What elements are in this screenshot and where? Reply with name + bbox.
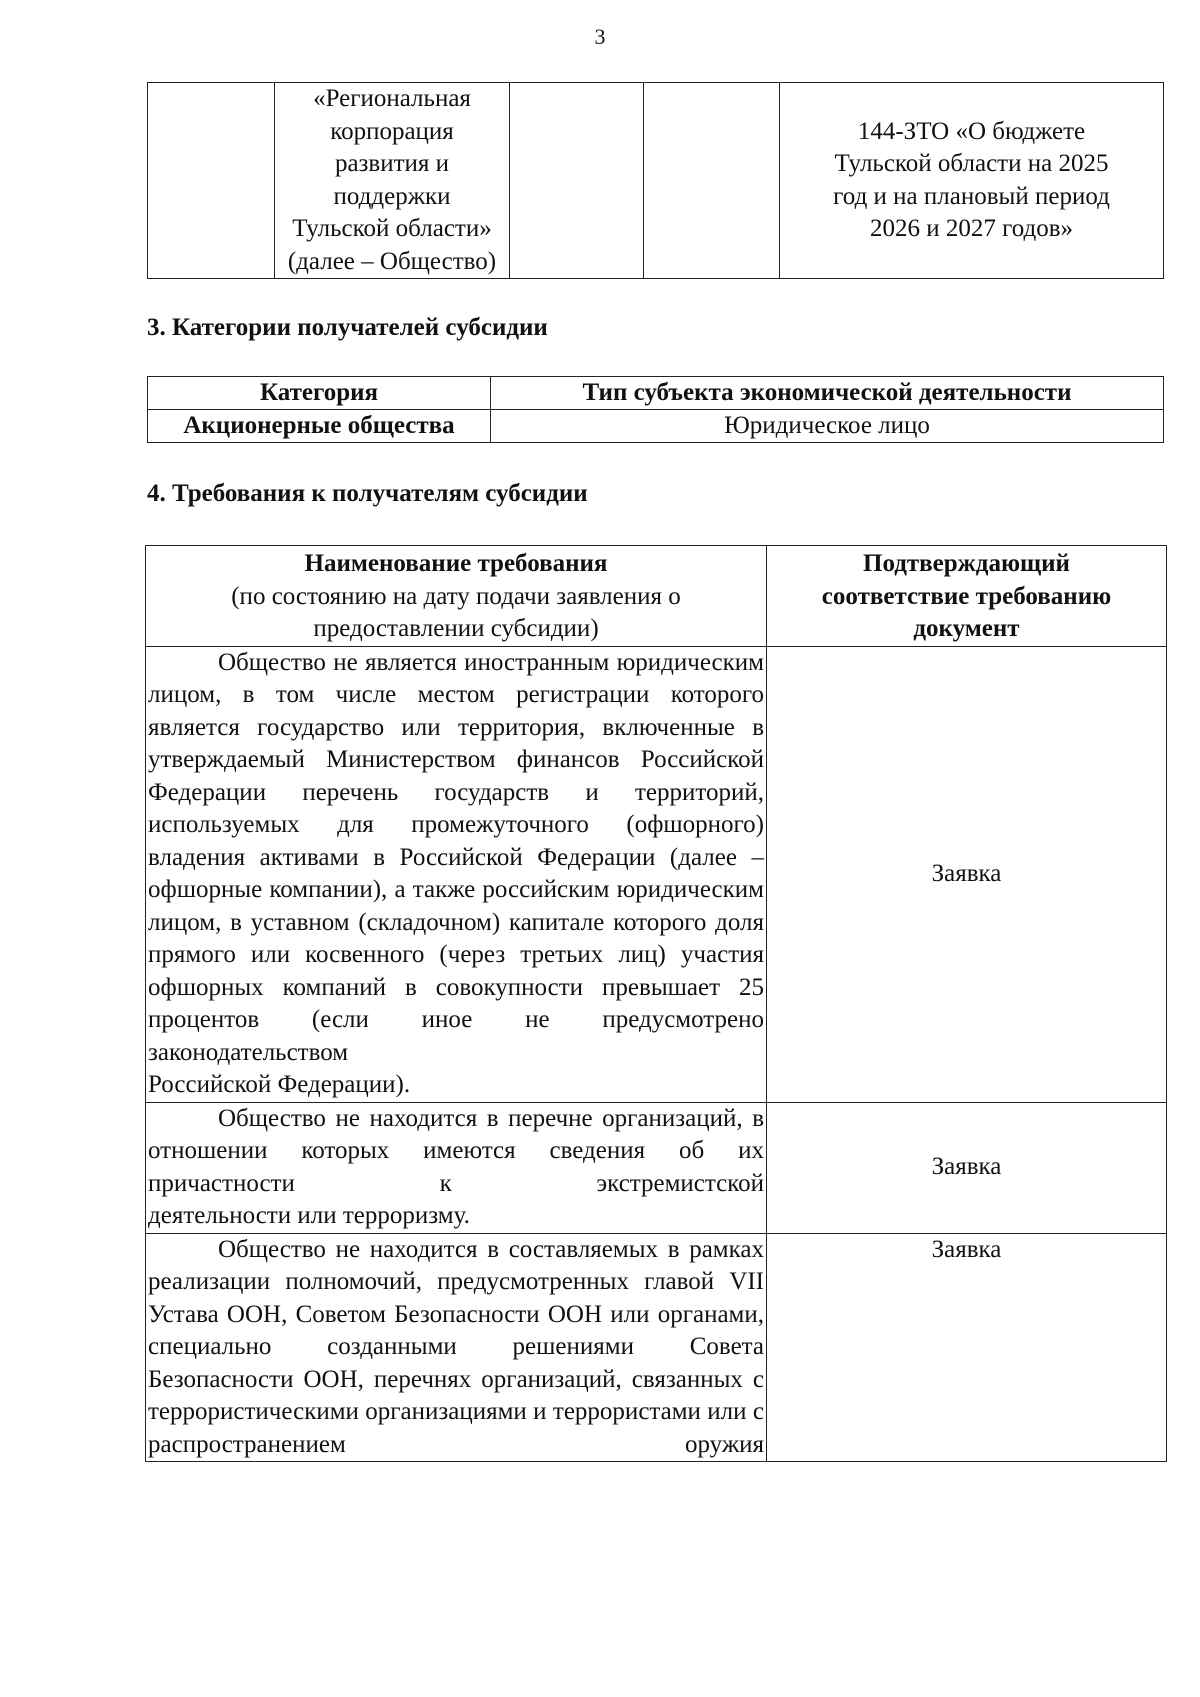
categories-table — [147, 376, 1164, 443]
category-value: Акционерные общества — [148, 410, 491, 443]
table-header-row — [146, 546, 1167, 647]
document-header-line: соответствие требованию — [821, 582, 1112, 610]
table-header-row — [148, 377, 1164, 410]
table-row — [146, 646, 1167, 1102]
law-reference-cell — [780, 83, 1164, 279]
requirement-paragraph-end: деятельности или терроризму. — [148, 1202, 470, 1229]
requirement-header-subtitle: предоставлении субсидии) — [313, 615, 599, 642]
table-cell-empty — [148, 83, 275, 279]
requirement-header-subtitle: (по состоянию на дату подачи заявления о — [231, 582, 681, 610]
org-name-line: Тульской области» — [292, 215, 492, 242]
org-continuation-table — [147, 82, 1164, 279]
requirement-paragraph: Общество не находится в составляемых в рамках реализации полномочий, предусмотренных главой VII Устава ООН, Советом Безопасности ООН или органами, специально созданными решениями Совета Безопасности ООН, перечнях организаций, связанных с террористическими организациями и террористами или с распространением оружия — [148, 1235, 764, 1458]
document-value: Заявка — [767, 1233, 1167, 1462]
document-value: Заявка — [767, 1102, 1167, 1233]
org-name-line: «Региональная — [313, 85, 471, 112]
law-reference-line: 144-ЗТО «О бюджете — [857, 117, 1086, 145]
table-row — [146, 1102, 1167, 1233]
table-row — [148, 410, 1164, 443]
requirement-paragraph: Общество не находится в перечне организаций, в отношении которых имеются сведения об их причастности к экстремистской — [148, 1104, 764, 1197]
table-cell-empty — [510, 83, 644, 279]
org-name-line: (далее – Общество) — [287, 247, 497, 275]
entity-type-value: Юридическое лицо — [491, 410, 1164, 443]
table-row — [146, 1233, 1167, 1462]
requirement-text — [146, 1102, 767, 1233]
table-row — [148, 83, 1164, 279]
org-name-line: поддержки — [333, 182, 451, 210]
law-reference-line: 2026 и 2027 годов» — [869, 215, 1074, 242]
requirement-header — [146, 546, 767, 647]
law-reference-line: год и на плановый период — [833, 182, 1110, 210]
org-name-cell — [275, 83, 510, 279]
law-reference-line: Тульской области на 2025 — [834, 150, 1109, 177]
requirements-table — [145, 545, 1167, 1462]
org-name-line: корпорация — [330, 117, 454, 145]
org-name-line: развития и — [334, 150, 450, 177]
document-value: Заявка — [767, 646, 1167, 1102]
requirement-paragraph-end: Российской Федерации). — [148, 1071, 411, 1098]
requirement-paragraph: Общество не является иностранным юридическим лицом, в том числе местом регистрации которого является государство или территория, включенные в утверждаемый Министерством финансов Российской Федерации перечень государств и территорий, используемых для промежуточного (офшорного) владения активами в Российской Федерации (далее – офшорные компании), а также российским юридическим лицом, в уставном (складочном) капитале которого доля прямого или косвенного (через третьих лиц) участия офшорных компаний в совокупности превышает 25 процентов (если иное не предусмотрено законодательством — [148, 648, 764, 1066]
document-header-line: документ — [913, 615, 1020, 642]
table-cell-empty — [644, 83, 780, 279]
requirement-text — [146, 646, 767, 1102]
document-header-line: Подтверждающий — [863, 550, 1070, 577]
section-3-heading: 3. Категории получателей субсидии — [147, 314, 548, 341]
requirement-header-title: Наименование требования — [304, 550, 608, 577]
entity-type-header: Тип субъекта экономической деятельности — [491, 377, 1164, 410]
section-4-heading: 4. Требования к получателям субсидии — [147, 480, 588, 507]
requirement-text — [146, 1233, 767, 1462]
document-header — [767, 546, 1167, 647]
category-header: Категория — [148, 377, 491, 410]
page-number: 3 — [594, 24, 606, 49]
